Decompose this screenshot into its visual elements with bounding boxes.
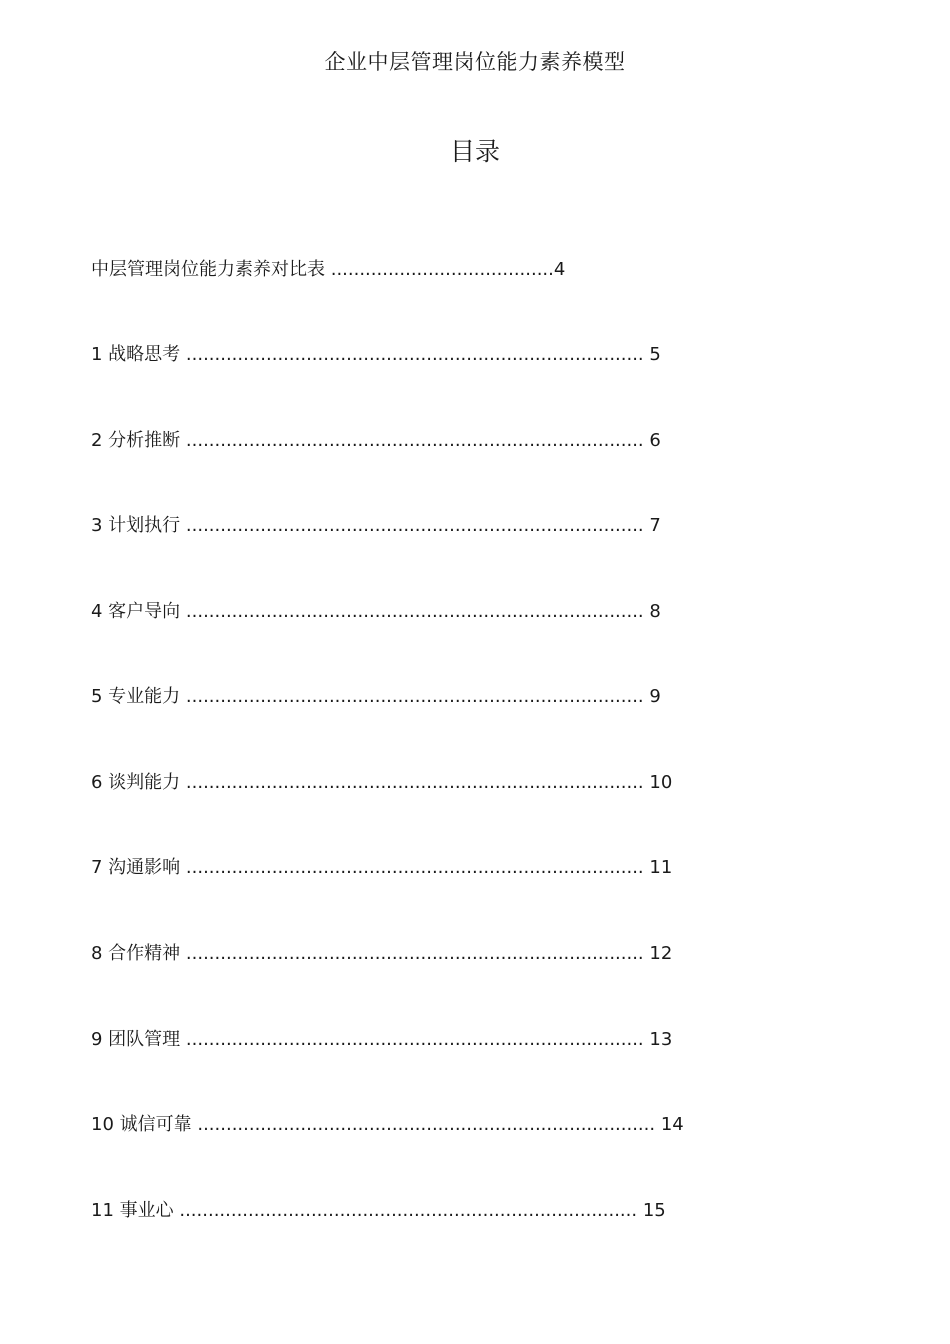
toc-entry-comparison-table[interactable] (91, 258, 565, 282)
toc-entry-leader: ................................................................................ (180, 344, 650, 365)
toc-entry-leader: ................................................................................ (180, 1029, 650, 1050)
toc-entry-label: 8 合作精神 (91, 943, 181, 964)
toc-entry-negotiation[interactable] (91, 771, 672, 795)
toc-entry-cooperation[interactable] (91, 942, 672, 966)
toc-entry-page: 7 (649, 515, 661, 536)
toc-entry-leader: ................................................................................ (180, 857, 650, 878)
toc-entry-label: 6 谈判能力 (91, 772, 181, 793)
toc-entry-leader: ................................................................................ (173, 1200, 643, 1221)
toc-entry-leader: ................................................................................ (180, 601, 650, 622)
toc-entry-leader: ................................................................................ (180, 943, 650, 964)
toc-entry-professional[interactable] (91, 685, 661, 709)
toc-entry-label: 10 诚信可靠 (91, 1114, 192, 1135)
toc-entry-label: 9 团队管理 (91, 1029, 181, 1050)
toc-entry-page: 4 (553, 259, 566, 280)
toc-entry-label: 7 沟通影响 (91, 857, 181, 878)
toc-entry-label: 5 专业能力 (91, 686, 181, 707)
toc-entry-page: 13 (649, 1029, 673, 1050)
toc-entry-leader: ................................................................................ (191, 1114, 661, 1135)
toc-entry-planning[interactable] (91, 514, 661, 538)
toc-entry-communication[interactable] (91, 856, 672, 880)
toc-entry-label: 3 计划执行 (91, 515, 181, 536)
toc-entry-leader: ....................................... (325, 259, 554, 280)
toc-entry-page: 8 (649, 601, 661, 622)
toc-entry-dedication[interactable] (91, 1199, 666, 1223)
toc-entry-label: 11 事业心 (91, 1200, 174, 1221)
toc-entry-page: 11 (649, 857, 673, 878)
toc-entry-integrity[interactable] (91, 1113, 684, 1137)
toc-entry-customer[interactable] (91, 600, 661, 624)
document-title: 企业中层管理岗位能力素养模型 (324, 50, 626, 74)
toc-entry-page: 12 (649, 943, 673, 964)
toc-entry-page: 15 (642, 1200, 666, 1221)
toc-entry-label: 1 战略思考 (91, 344, 181, 365)
toc-entry-page: 5 (649, 344, 661, 365)
toc-entry-team-management[interactable] (91, 1028, 672, 1052)
toc-entry-page: 10 (649, 772, 673, 793)
toc-entry-analysis[interactable] (91, 429, 661, 453)
toc-entry-leader: ................................................................................ (180, 772, 650, 793)
toc-entry-page: 6 (649, 430, 661, 451)
toc-entry-page: 14 (660, 1114, 684, 1135)
toc-heading: 目录 (449, 137, 500, 166)
toc-entry-leader: ................................................................................ (180, 515, 650, 536)
toc-entry-page: 9 (649, 686, 661, 707)
toc-entry-label: 中层管理岗位能力素养对比表 (91, 259, 325, 280)
toc-entry-label: 2 分析推断 (91, 430, 181, 451)
toc-entry-leader: ................................................................................ (180, 430, 650, 451)
toc-entry-strategic-thinking[interactable] (91, 343, 661, 367)
toc-entry-leader: ................................................................................ (180, 686, 650, 707)
toc-entry-label: 4 客户导向 (91, 601, 181, 622)
